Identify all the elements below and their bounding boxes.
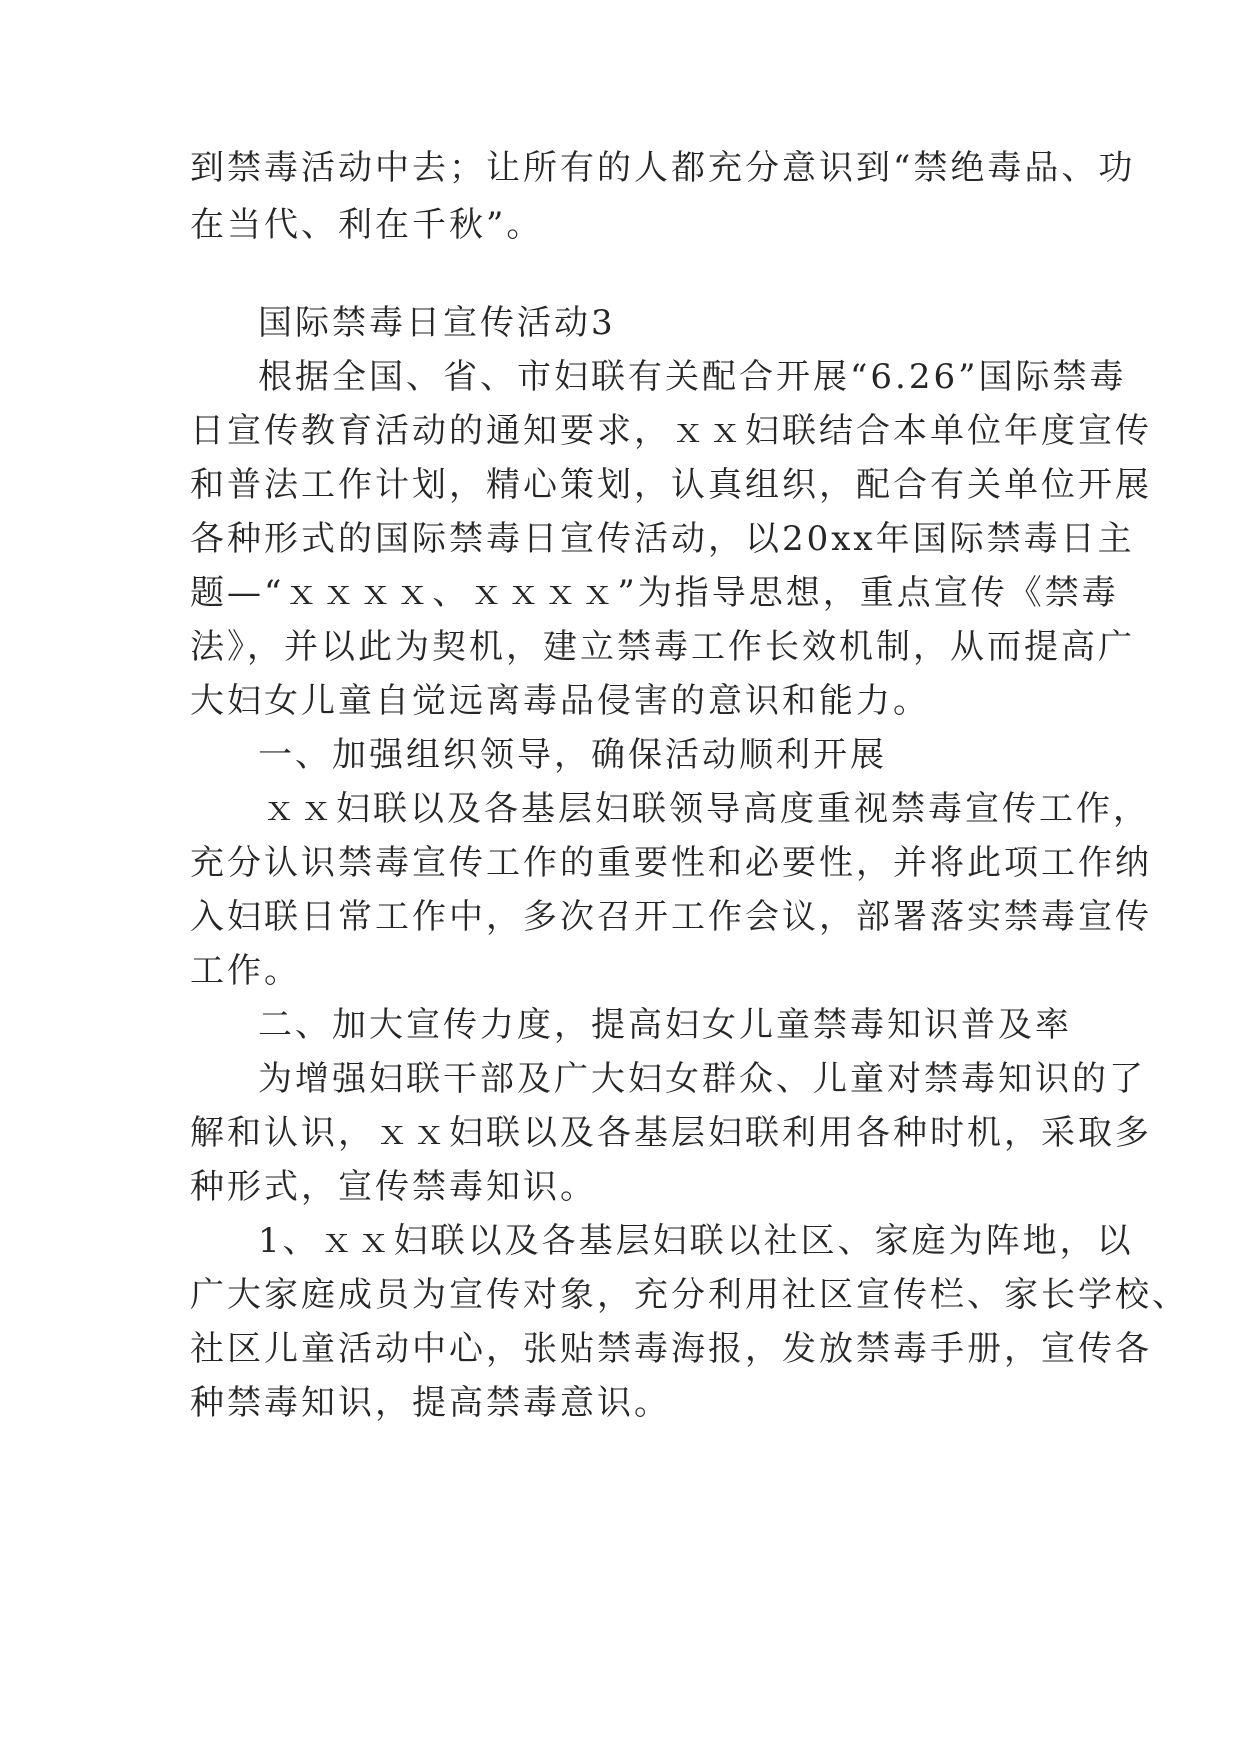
text-line: 题—“ｘｘｘｘ、ｘｘｘｘ”为指导思想，重点宣传《禁毒 [190,573,1119,613]
text-line: 种形式，宣传禁毒知识。 [190,1167,597,1207]
subheading-one: 一、加强组织领导，确保活动顺利开展 [258,735,887,775]
text-line: 入妇联日常工作中，多次召开工作会议，部署落实禁毒宣传 [190,897,1152,937]
text-line: 社区儿童活动中心，张贴禁毒海报，发放禁毒手册，宣传各 [190,1329,1152,1369]
text-line: 解和认识，ｘｘ妇联以及各基层妇联利用各种时机，采取多 [190,1113,1152,1153]
section-heading: 国际禁毒日宣传活动3 [258,303,616,343]
text-line: 法》，并以此为契机，建立禁毒工作长效机制，从而提高广 [190,627,1135,667]
text-line: 和普法工作计划，精心策划，认真组织，配合有关单位开展 [190,465,1152,505]
text-line: 工作。 [190,951,301,991]
text-line: 到禁毒活动中去；让所有的人都充分意识到“禁绝毒品、功 [190,148,1136,188]
text-line: 大妇女儿童自觉远离毒品侵害的意识和能力。 [190,681,930,721]
text-line: ｘｘ妇联以及各基层妇联领导高度重视禁毒宣传工作， [262,789,1150,829]
text-line: 在当代、利在千秋”。 [190,205,544,245]
subheading-two: 二、加大宣传力度，提高妇女儿童禁毒知识普及率 [258,1005,1072,1045]
text-line: 种禁毒知识，提高禁毒意识。 [190,1383,671,1423]
text-line: 广大家庭成员为宣传对象，充分利用社区宣传栏、家长学校、 [190,1275,1189,1315]
text-line: 各种形式的国际禁毒日宣传活动，以20xx年国际禁毒日主 [190,519,1135,559]
text-line: 为增强妇联干部及广大妇女群众、儿童对禁毒知识的了 [258,1059,1146,1099]
text-line: 日宣传教育活动的通知要求，ｘｘ妇联结合本单位年度宣传 [190,411,1152,451]
list-item-1: 1、ｘｘ妇联以及各基层妇联以社区、家庭为阵地，以 [258,1221,1134,1261]
text-line: 根据全国、省、市妇联有关配合开展“6.26”国际禁毒 [258,357,1127,397]
text-line: 充分认识禁毒宣传工作的重要性和必要性，并将此项工作纳 [190,843,1152,883]
